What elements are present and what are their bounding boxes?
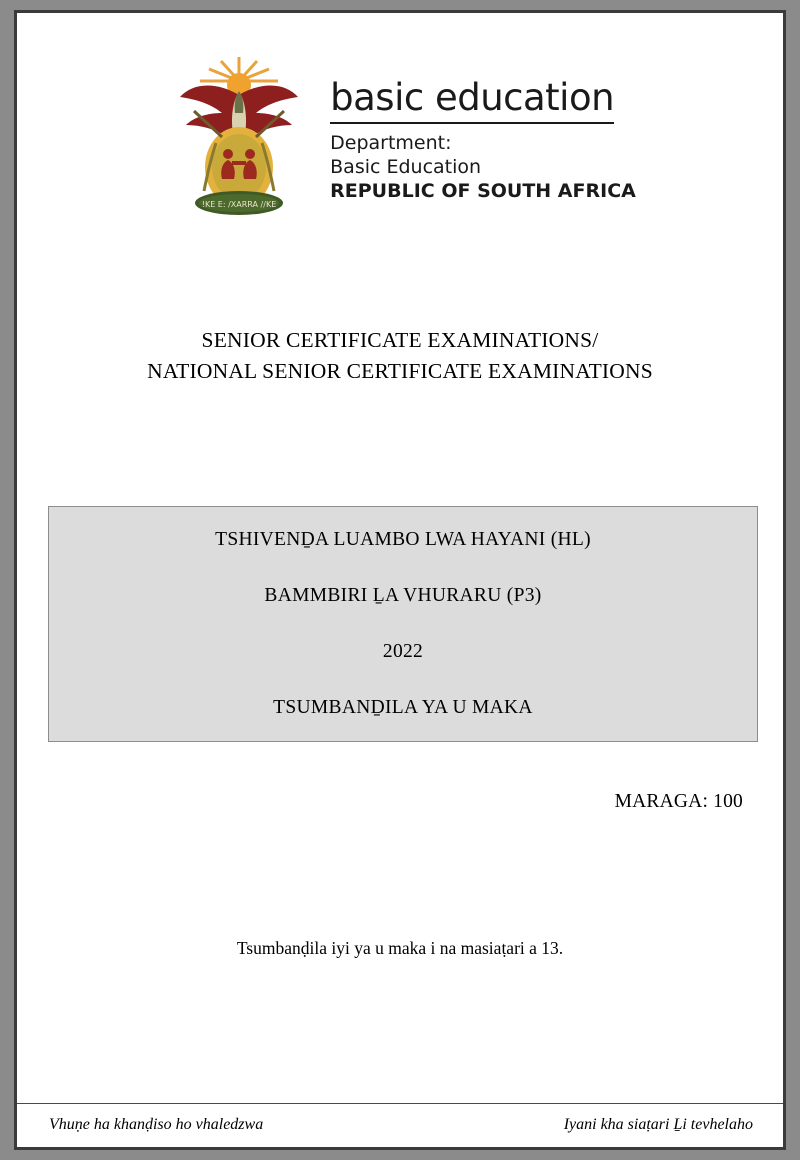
turn-over-note: Iyani kha siaṭari Ḻi tevhelaho	[563, 1116, 753, 1133]
subject-name: TSHIVENḎA LUAMBO LWA HAYANI (HL)	[215, 529, 591, 550]
svg-text:!KE E: /XARRA //KE: !KE E: /XARRA //KE	[201, 200, 277, 209]
department-name: Basic Education	[330, 156, 482, 179]
document-page	[14, 10, 786, 1150]
page-count-note: Tsumbanḍila iyi ya u maka i na masiaṭari a 13.	[236, 938, 564, 958]
department-lines	[330, 131, 636, 204]
document-header	[17, 51, 783, 221]
exam-heading-line-1: SENIOR CERTIFICATE EXAMINATIONS/	[201, 328, 599, 352]
department-branding	[330, 51, 636, 204]
total-marks: MARAGA: 100	[614, 791, 743, 812]
exam-heading	[17, 325, 783, 387]
country-name: REPUBLIC OF SOUTH AFRICA	[330, 180, 636, 203]
paper-number: BAMMBIRI ḺA VHURARU (P3)	[264, 585, 542, 606]
south-africa-coat-of-arms-icon	[164, 51, 314, 221]
exam-year: 2022	[382, 641, 424, 662]
page-footer	[17, 1103, 783, 1147]
basic-education-title: basic education	[330, 79, 614, 124]
document-type: TSUMBANḎILA YA U MAKA	[273, 697, 533, 718]
copyright-note: Vhuṇe ha khanḍiso ho vhaledzwa	[49, 1116, 264, 1133]
exam-heading-line-2: NATIONAL SENIOR CERTIFICATE EXAMINATIONS	[147, 359, 653, 384]
subject-info-box	[48, 506, 758, 742]
department-label: Department:	[330, 131, 452, 154]
